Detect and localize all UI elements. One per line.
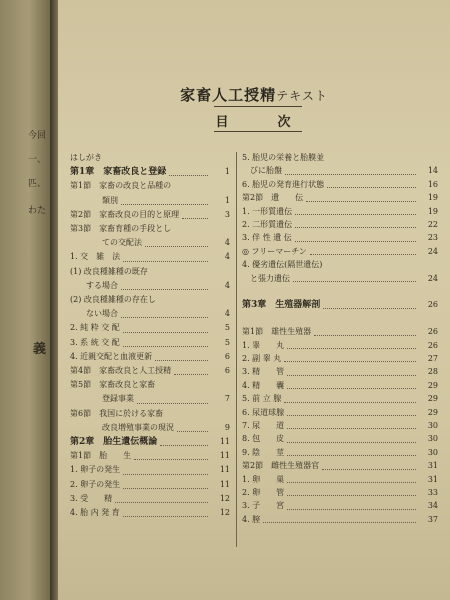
toc-leader-dots — [295, 227, 416, 228]
toc-page-number: 33 — [427, 488, 438, 497]
toc-entry-title: 第6節 我国に於ける家畜 — [70, 408, 164, 418]
toc-leader-dots — [285, 174, 416, 175]
toc-entry — [70, 351, 230, 365]
toc-entry — [70, 422, 230, 436]
toc-leader-dots — [287, 442, 416, 443]
toc-leader-dots — [121, 317, 208, 318]
toc-page-number: 12 — [219, 493, 230, 503]
toc-entry-title: はしがき — [70, 153, 102, 162]
toc-page-number: 30 — [427, 447, 438, 457]
toc-leader-dots — [134, 459, 208, 460]
toc-entry-title: 1. 卵 巣 — [242, 474, 285, 484]
toc-leader-dots — [121, 204, 208, 205]
toc-entry — [242, 514, 438, 527]
toc-entry — [70, 308, 230, 322]
toc-entry-title: 第5節 家畜改良と家畜 — [70, 380, 156, 390]
toc-entry — [70, 393, 230, 407]
toc-leader-dots — [287, 495, 416, 496]
toc-leader-dots — [177, 431, 208, 432]
toc-page-number: 3 — [224, 209, 230, 219]
toc-entry — [70, 479, 230, 493]
toc-entry-title: 3. 精 管 — [242, 367, 285, 377]
toc-entry-title: 第1節 胎 生 — [70, 451, 132, 461]
title-main: 家畜人工授精 — [180, 86, 277, 104]
toc-leader-dots — [123, 516, 208, 517]
toc-entry — [242, 500, 438, 513]
toc-entry-title: 3. 子 宮 — [242, 501, 285, 511]
toc-leader-dots — [123, 474, 208, 475]
toc-entry — [242, 380, 438, 393]
toc-page-number: 6 — [224, 351, 230, 361]
toc-entry-title: 3. 系 統 交 配 — [70, 337, 120, 347]
toc-entry — [242, 192, 438, 205]
toc-leader-dots — [287, 375, 416, 376]
toc-entry-title: 4. 胎 内 発 育 — [70, 508, 120, 517]
toc-page-number: 26 — [427, 340, 438, 350]
toc-entry-title: 第2章 胎生遺伝概論 — [70, 437, 158, 447]
toc-page-number: 19 — [427, 193, 438, 203]
toc-entry-title: 第4節 家畜改良と人工授精 — [70, 366, 172, 375]
toc-leader-dots — [123, 346, 208, 347]
toc-entry — [242, 219, 438, 232]
toc-entry — [70, 251, 230, 265]
toc-page-number: 4 — [224, 309, 230, 319]
toc-entry-title: 2. 二形質遺伝 — [242, 220, 293, 229]
toc-entry — [242, 259, 438, 272]
toc-leader-dots — [263, 522, 416, 523]
toc-entry — [242, 246, 438, 259]
toc-entry-title: びに胎盤 — [242, 166, 282, 176]
toc-entry-title: 第1節 雄性生殖器 — [242, 327, 312, 337]
toc-page-number: 9 — [224, 422, 230, 432]
toc-page-number: 29 — [427, 394, 438, 404]
toc-entry-title: 5. 胎児の栄養と胎膜並 — [242, 153, 325, 162]
toc-page-number: 4 — [224, 252, 230, 262]
toc-entry — [242, 232, 438, 245]
toc-leader-dots — [287, 455, 416, 456]
toc-entry — [70, 266, 230, 280]
toc-leader-dots — [327, 187, 416, 188]
toc-leader-dots — [169, 175, 208, 176]
toc-entry-title: 3. 受 精 — [70, 493, 113, 503]
toc-entry-title: 4. 近親交配と血液更新 — [70, 351, 153, 361]
toc-page-number: 16 — [427, 179, 438, 189]
toc-entry-title: (1) 改良種雑種の既存 — [70, 266, 148, 276]
prev-page-fragment: 今回 — [27, 131, 46, 141]
toc-leader-dots — [123, 261, 208, 262]
toc-leader-dots — [310, 254, 416, 255]
toc-entry — [70, 166, 230, 180]
toc-entry-title: 第3節 家畜育種の手段とし — [70, 224, 172, 233]
toc-entry-title: 登録事業 — [70, 394, 134, 404]
toc-entry-title: 8. 包 皮 — [242, 434, 285, 444]
toc-entry-title: する場合 — [70, 280, 118, 290]
toc-entry-title: 5. 前 立 腺 — [242, 394, 282, 404]
toc-leader-dots — [293, 281, 416, 282]
toc-leader-dots — [155, 360, 208, 361]
toc-entry — [70, 294, 230, 308]
contents-heading: 目 次 — [215, 115, 309, 130]
toc-entry-title: 4. 精 囊 — [242, 380, 285, 390]
toc-entry-title: 第3章 生殖器解剖 — [242, 300, 321, 311]
toc-leader-dots — [287, 388, 416, 389]
toc-page-number: 29 — [427, 380, 438, 390]
toc-entry — [70, 337, 230, 351]
toc-page-number: 31 — [427, 461, 438, 471]
toc-page-number: 30 — [427, 421, 438, 430]
toc-entry-title: 2. 副 睾 丸 — [242, 354, 282, 363]
toc-entry-title: 2. 純 粋 交 配 — [70, 323, 120, 333]
toc-page-number: 29 — [427, 407, 438, 417]
toc-entry-title: 第2節 雌性生殖器官 — [242, 461, 320, 471]
toc-leader-dots — [137, 403, 208, 404]
toc-page-number: 27 — [427, 354, 438, 363]
toc-leader-dots — [123, 488, 208, 489]
toc-leader-dots — [115, 502, 208, 503]
toc-page-number: 1 — [224, 167, 230, 177]
toc-entry — [70, 195, 230, 209]
toc-entry — [70, 223, 230, 237]
toc-page-number: 28 — [427, 367, 438, 377]
prev-page-fragment: 一、 — [27, 155, 46, 165]
toc-entry — [70, 180, 230, 194]
toc-page-number: 4 — [224, 238, 230, 248]
toc-leader-dots — [295, 214, 416, 215]
toc-leader-dots — [306, 201, 416, 202]
toc-leader-dots — [287, 415, 416, 416]
toc-leader-dots — [160, 445, 208, 446]
toc-entry — [242, 165, 438, 178]
prev-page-fragment: わた — [27, 206, 46, 216]
toc-entry — [70, 464, 230, 478]
toc-page-number: 37 — [427, 514, 438, 524]
toc-page-number: 24 — [427, 273, 438, 283]
toc-left-column — [70, 152, 230, 552]
toc-leader-dots — [145, 246, 208, 247]
title-sub: テキスト — [276, 89, 328, 103]
toc-page-number: 19 — [427, 206, 438, 216]
toc-leader-dots — [287, 509, 416, 510]
contents-page — [58, 0, 450, 600]
toc-entry-title: 2. 卵 管 — [242, 488, 285, 497]
toc-entry-title: 6. 胎児の発育進行状態 — [242, 179, 325, 189]
toc-page-number: 7 — [224, 394, 230, 404]
toc-right-column — [242, 152, 442, 552]
toc-entry — [242, 474, 438, 487]
toc-entry-title: 9. 陰 莖 — [242, 447, 285, 457]
toc-entry-title: ての交配法 — [70, 238, 142, 248]
toc-entry — [242, 393, 438, 406]
toc-entry-title: 4. 膣 — [242, 514, 261, 524]
toc-entry-title: 1. 一形質遺伝 — [242, 206, 293, 216]
toc-entry — [242, 353, 438, 366]
toc-entry — [70, 152, 230, 166]
toc-leader-dots — [287, 428, 416, 429]
toc-entry-title: 1. 卵子の発生 — [70, 465, 121, 475]
toc-page-number: 23 — [427, 233, 438, 243]
column-divider — [236, 152, 237, 547]
toc-leader-dots — [121, 289, 208, 290]
toc-entry — [70, 365, 230, 379]
toc-entry-title: 1. 睾 丸 — [242, 340, 285, 350]
toc-page-number: 5 — [224, 337, 230, 347]
prev-page-fragment: 義 — [32, 342, 46, 357]
toc-leader-dots — [314, 335, 416, 336]
toc-entry — [70, 237, 230, 251]
toc-entry — [242, 313, 438, 326]
toc-page-number: 11 — [219, 479, 230, 489]
toc-entry-title: 2. 卵子の発生 — [70, 479, 121, 489]
toc-entry — [70, 379, 230, 393]
toc-page-number: 30 — [427, 434, 438, 444]
toc-entry — [242, 326, 438, 339]
page-title — [58, 84, 450, 105]
toc-page-number: 12 — [219, 508, 230, 517]
toc-leader-dots — [123, 332, 208, 333]
toc-entry — [242, 273, 438, 286]
toc-entry-title: 第2節 遺 伝 — [242, 193, 304, 203]
toc-page-number: 6 — [224, 366, 230, 375]
toc-entry — [70, 507, 230, 521]
toc-leader-dots — [284, 361, 416, 362]
toc-leader-dots — [182, 218, 208, 219]
toc-entry — [70, 493, 230, 507]
toc-page-number: 11 — [219, 451, 230, 461]
toc-leader-dots — [322, 469, 416, 470]
toc-leader-dots — [174, 374, 208, 375]
toc-entry — [70, 209, 230, 223]
toc-entry — [242, 420, 438, 433]
toc-entry-title: 改良増殖事業の現況 — [70, 422, 174, 432]
toc-entry-title: 類別 — [70, 195, 118, 205]
toc-entry-title: 4. 優劣遺伝(隔世遺伝) — [242, 260, 323, 270]
toc-entry — [242, 152, 438, 165]
toc-entry — [70, 280, 230, 294]
toc-entry-title: 第1章 家畜改良と登録 — [70, 167, 167, 178]
toc-entry-title: ない場合 — [70, 309, 118, 319]
toc-page-number: 34 — [427, 501, 438, 511]
toc-entry-title: 7. 尿 道 — [242, 421, 285, 430]
toc-page-number: 5 — [224, 323, 230, 333]
toc-page-number: 11 — [219, 437, 230, 446]
toc-entry — [70, 450, 230, 464]
toc-entry-title: 6. 尿道球腺 — [242, 407, 285, 417]
toc-leader-dots — [323, 308, 416, 309]
toc-entry — [242, 447, 438, 460]
toc-page-number: 4 — [224, 280, 230, 290]
toc-entry-title: ◎ フリーマーチン — [242, 246, 307, 256]
toc-leader-dots — [287, 482, 416, 483]
toc-page-number: 11 — [219, 465, 230, 475]
toc-entry-title: (2) 改良種雑種の存在し — [70, 295, 156, 304]
toc-entry — [70, 322, 230, 336]
toc-page-number: 26 — [427, 327, 438, 337]
toc-page-number: 14 — [427, 166, 438, 176]
prev-page-fragment: 匹、 — [27, 179, 46, 189]
toc-entry — [242, 487, 438, 500]
toc-page-number: 1 — [224, 195, 230, 205]
toc-entry — [242, 340, 438, 353]
toc-entry — [70, 436, 230, 450]
toc-page-number: 22 — [427, 220, 438, 229]
previous-page-edge — [0, 0, 52, 600]
toc-entry — [242, 206, 438, 219]
toc-page-number: 31 — [427, 474, 438, 484]
toc-page-number: 26 — [427, 300, 438, 310]
toc-leader-dots — [284, 402, 416, 403]
toc-entry — [242, 286, 438, 299]
toc-leader-dots — [287, 348, 416, 349]
toc-entry-title: 3. 伴 性 遺 伝 — [242, 233, 292, 243]
toc-entry — [242, 433, 438, 446]
toc-entry — [242, 299, 438, 312]
toc-entry — [70, 408, 230, 422]
toc-page-number: 24 — [427, 246, 438, 256]
toc-leader-dots — [295, 241, 416, 242]
toc-entry-title: 1. 交 雑 法 — [70, 252, 121, 262]
toc-entry — [242, 179, 438, 192]
toc-entry-title: 第2節 家畜改良の目的と原理 — [70, 209, 180, 219]
toc-entry-title: と張力遺伝 — [242, 273, 290, 283]
toc-entry — [242, 460, 438, 473]
toc-entry-title: 第1節 家畜の改良と品種の — [70, 181, 172, 191]
toc-entry — [242, 407, 438, 420]
toc-entry — [242, 366, 438, 379]
